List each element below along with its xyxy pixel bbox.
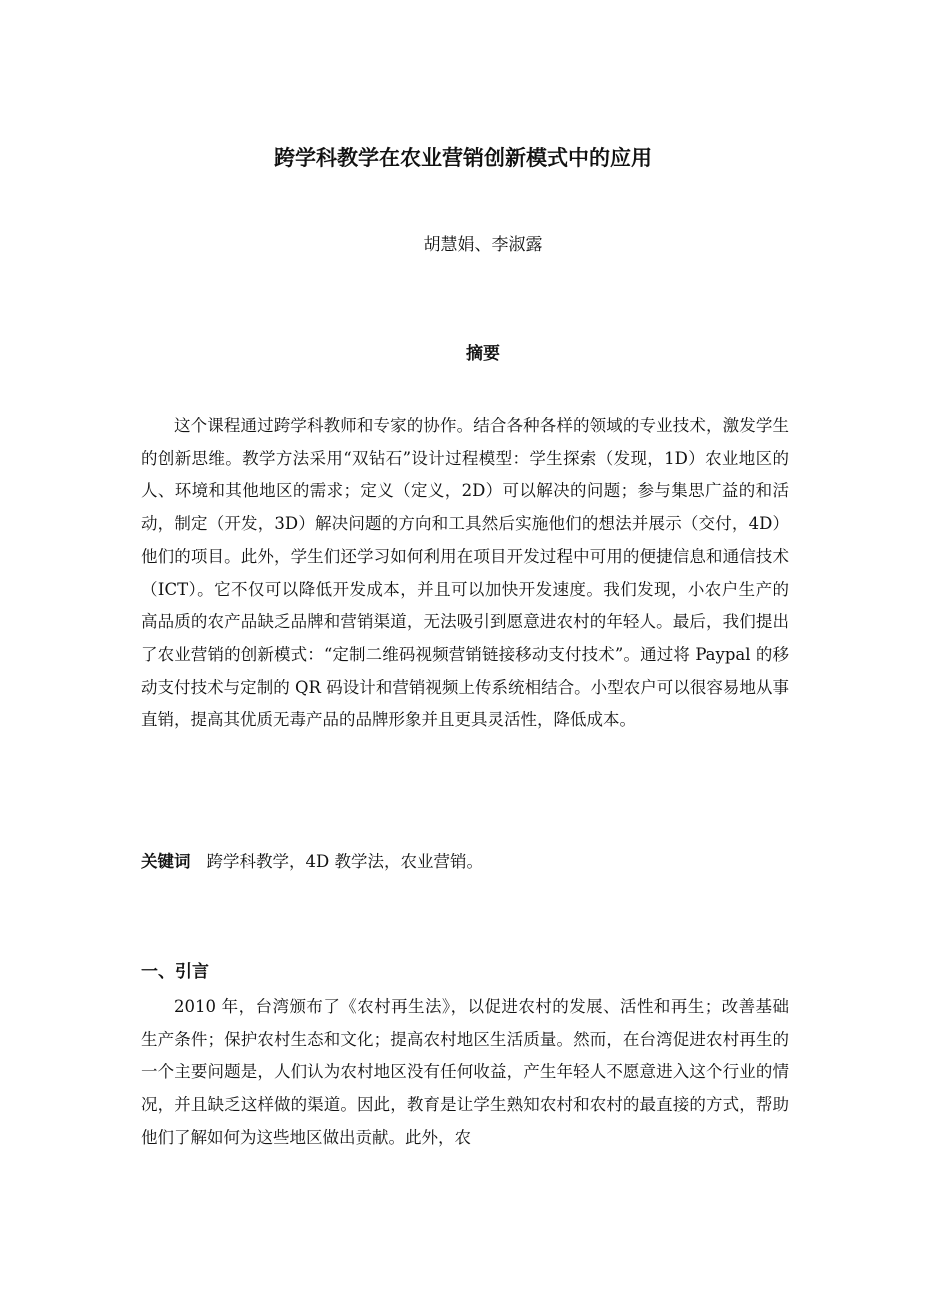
section-heading-introduction: 一、引言	[141, 962, 209, 982]
paper-title: 跨学科教学在农业营销创新模式中的应用	[274, 146, 652, 170]
keywords-text: 跨学科教学，4D 教学法，农业营销。	[206, 852, 483, 871]
abstract-paragraph: 这个课程通过跨学科教师和专家的协作。结合各种各样的领域的专业技术，激发学生的创新思维。教学方法采用“双钻石”设计过程模型：学生探索（发现，1D）农业地区的人、环境和其他地区的需求；定义（定义，2D）可以解决的问题；参与集思广益的和活动，制定（开发，3D）解决问题的方向和工具然后实施他们的想法并展示（交付，4D）他们的项目。此外，学生们还学习如何利用在项目开发过程中可用的便捷信息和通信技术（ICT）。它不仅可以降低开发成本，并且可以加快开发速度。我们发现，小农户生产的高品质的农产品缺乏品牌和营销渠道，无法吸引到愿意进农村的年轻人。最后，我们提出了农业营销的创新模式：“定制二维码视频营销链接移动支付技术”。通过将 Paypal 的移动支付技术与定制的 QR 码设计和营销视频上传系统相结合。小型农户可以很容易地从事直销，提高其优质无毒产品的品牌形象并且更具灵活性，降低成本。	[141, 416, 789, 730]
keywords-line	[141, 848, 789, 876]
introduction-paragraph: 2010 年，台湾颁布了《农村再生法》，以促进农村的发展、活性和再生；改善基础生产条件；保护农村生态和文化；提高农村地区生活质量。然而，在台湾促进农村再生的一个主要问题是，人们认为农村地区没有任何收益，产生年轻人不愿意进入这个行业的情况，并且缺乏这样做的渠道。因此，教育是让学生熟知农村和农村的最直接的方式，帮助他们了解如何为这些地区做出贡献。此外，农	[141, 997, 789, 1147]
author-line: 胡慧娟、李淑露	[423, 235, 543, 255]
keywords-label: 关键词	[141, 852, 191, 871]
abstract-heading: 摘要	[466, 344, 500, 364]
